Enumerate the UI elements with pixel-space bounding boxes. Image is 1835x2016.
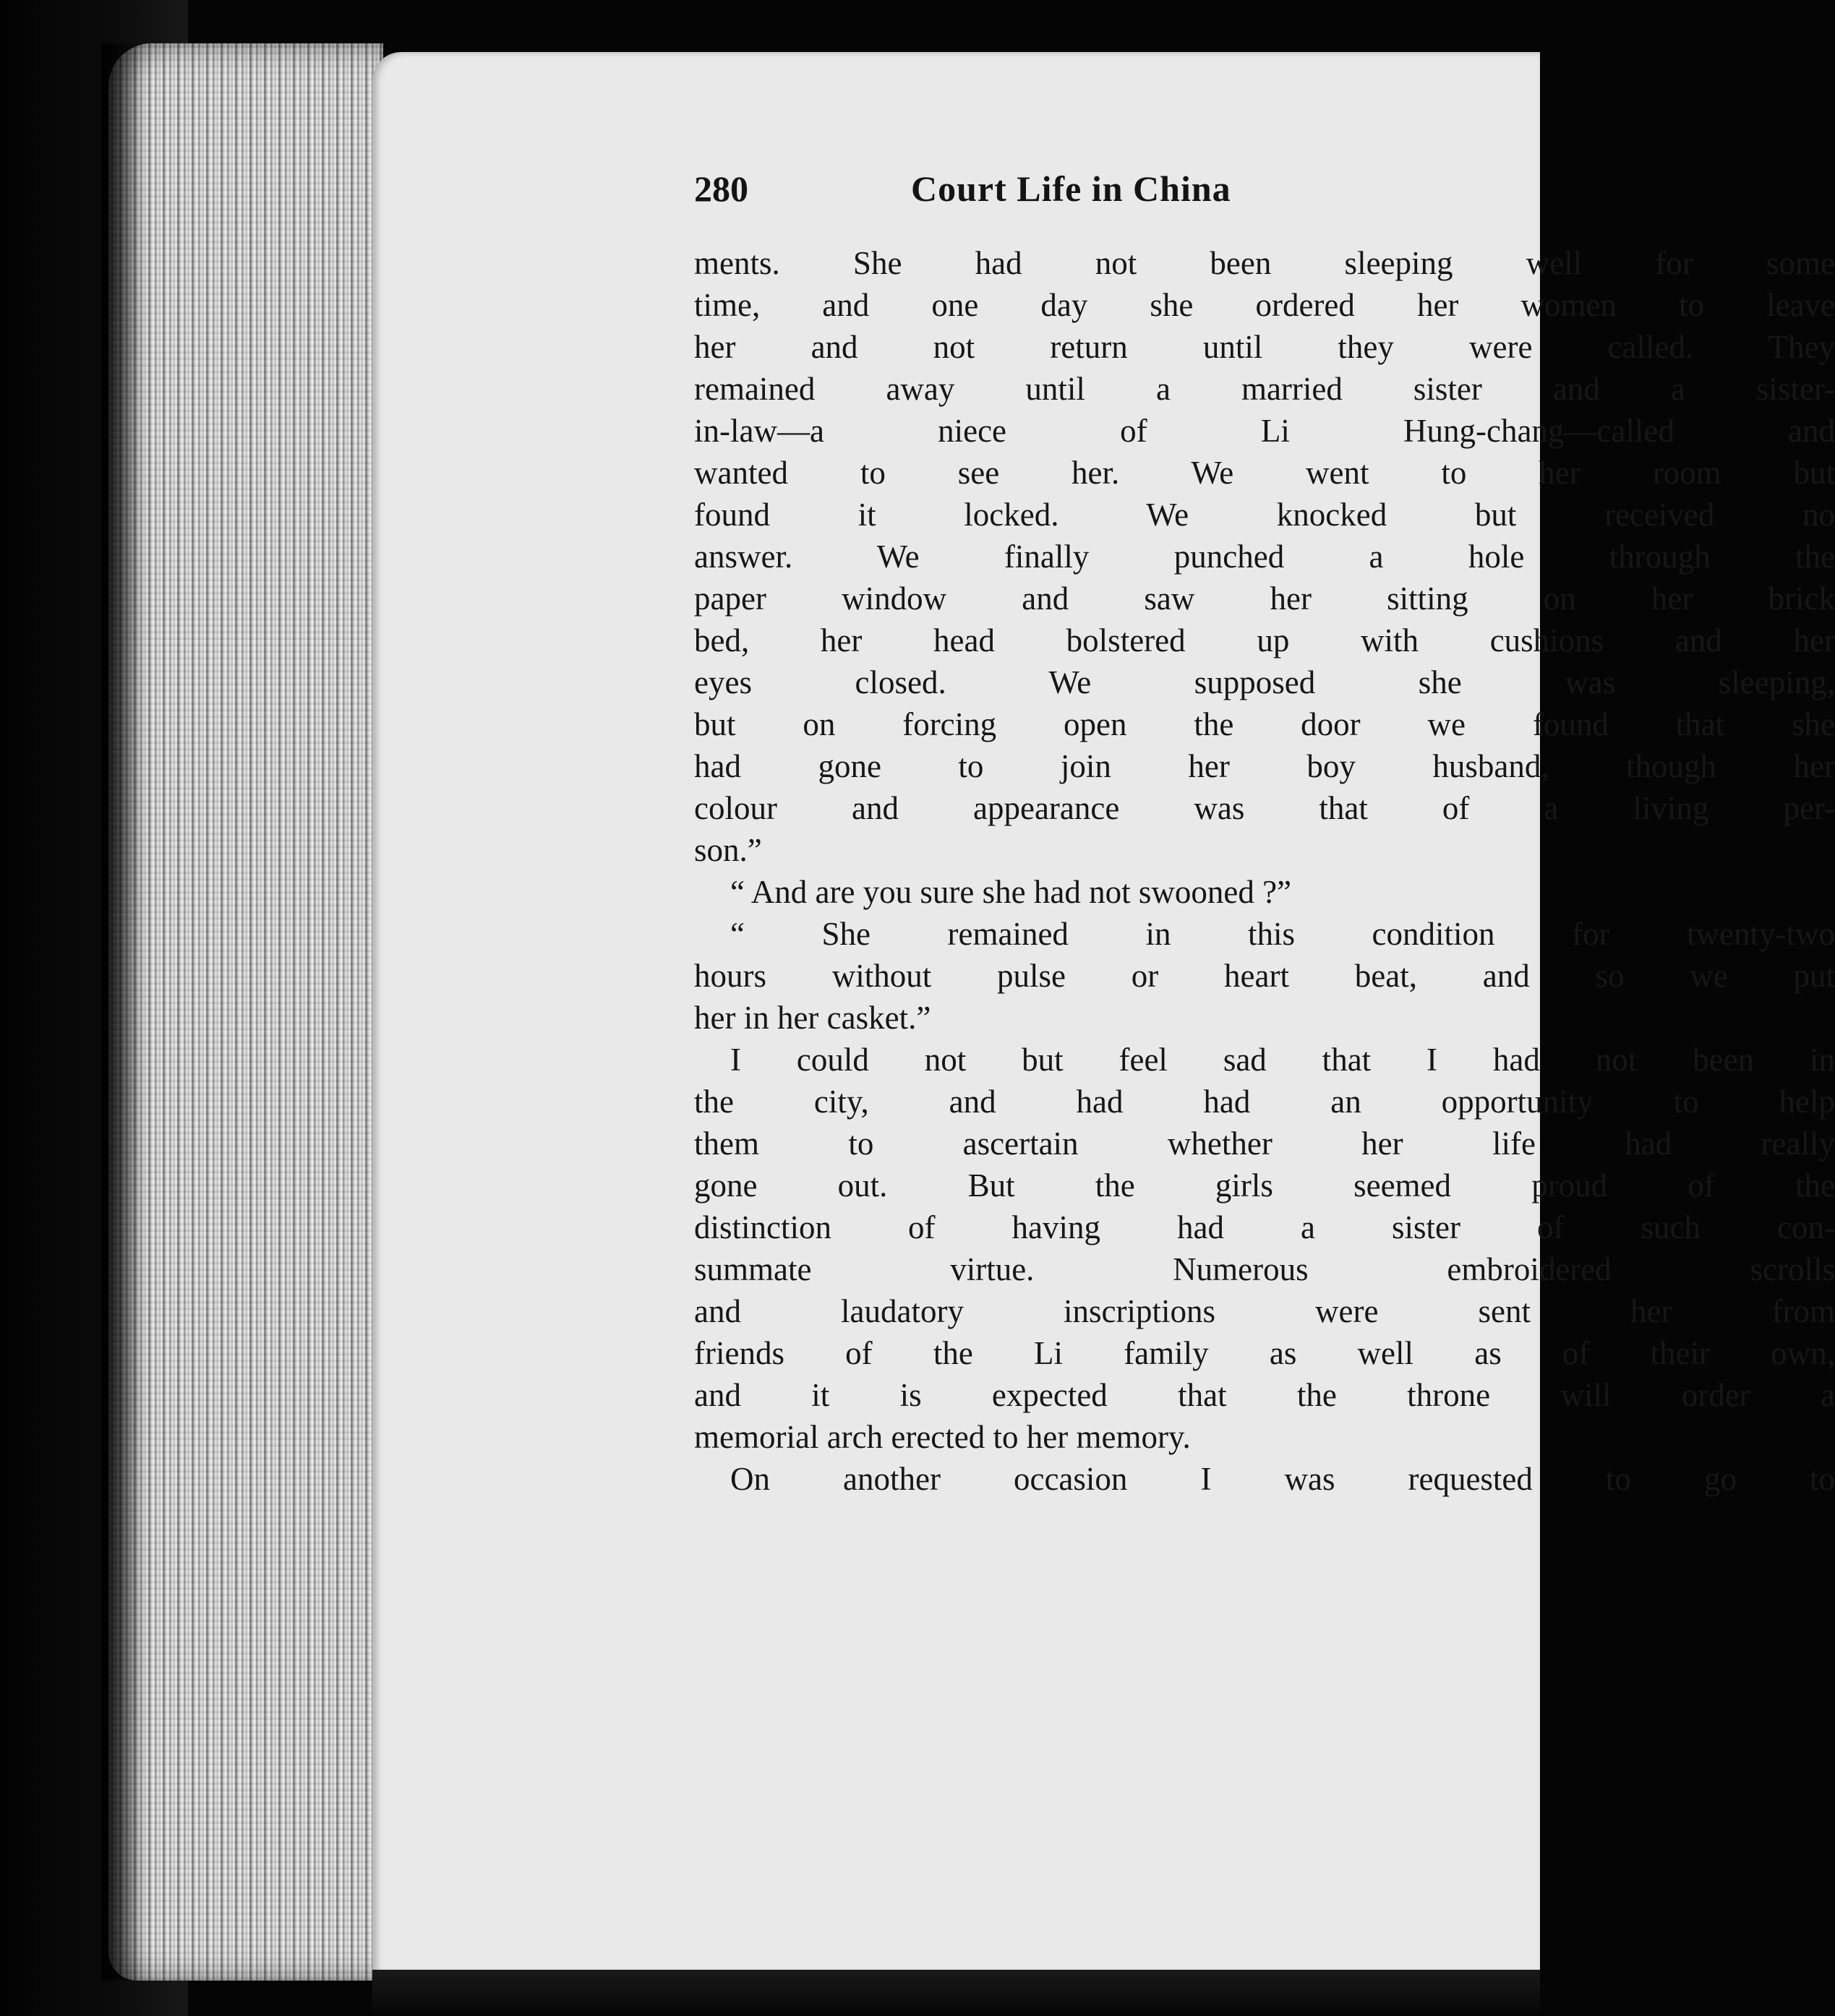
book-page bbox=[372, 52, 1835, 1975]
text-line: distinction of having had a sister of such con- bbox=[694, 1209, 1835, 1245]
text-line: and it is expected that the throne will order a bbox=[694, 1377, 1835, 1413]
text-line: remained away until a married sister and a sister- bbox=[694, 371, 1835, 407]
text-line: her and not return until they were called. They bbox=[694, 329, 1835, 365]
text-line: ments. She had not been sleeping well for some bbox=[694, 245, 1835, 281]
text-line: the city, and had had an opportunity to help bbox=[694, 1084, 1835, 1120]
text-line: them to ascertain whether her life had really bbox=[694, 1125, 1835, 1162]
text-line: had gone to join her boy husband, though her bbox=[694, 748, 1835, 784]
text-line: time, and one day she ordered her women to leave bbox=[694, 287, 1835, 323]
text-line: memorial arch erected to her memory. bbox=[694, 1419, 1191, 1455]
text-line: “ She remained in this condition for twenty-two bbox=[730, 916, 1835, 952]
page-number: 280 bbox=[694, 168, 748, 209]
text-line: gone out. But the girls seemed proud of the bbox=[694, 1167, 1835, 1204]
text-line: wanted to see her. We went to her room but bbox=[694, 455, 1835, 491]
text-line: summate virtue. Numerous embroidered scrolls bbox=[694, 1251, 1835, 1287]
text-line: answer. We finally punched a hole through the bbox=[694, 539, 1835, 575]
page-edges bbox=[108, 43, 383, 1981]
text-line: “ And are you sure she had not swooned ?” bbox=[730, 874, 1292, 910]
text-line: bed, her head bolstered up with cushions and her bbox=[694, 622, 1835, 659]
text-line: On another occasion I was requested to go to bbox=[730, 1461, 1835, 1497]
page-bottom-shadow bbox=[372, 1970, 1540, 2016]
text-line: son.” bbox=[694, 832, 762, 868]
text-line: hours without pulse or heart beat, and so we put bbox=[694, 958, 1835, 994]
text-line: but on forcing open the door we found that she bbox=[694, 706, 1835, 742]
text-line: colour and appearance was that of a living per- bbox=[694, 790, 1835, 826]
text-line: I could not but feel sad that I had not been in bbox=[730, 1042, 1835, 1078]
text-line: found it locked. We knocked but received no bbox=[694, 497, 1835, 533]
edge-shadow bbox=[101, 43, 145, 1981]
body-text bbox=[694, 242, 1835, 1500]
text-line: friends of the Li family as well as of their own, bbox=[694, 1335, 1835, 1371]
page-header bbox=[694, 168, 1475, 226]
text-line: in-law—a niece of Li Hung-chang—called and bbox=[694, 413, 1835, 449]
text-line: eyes closed. We supposed she was sleeping, bbox=[694, 664, 1835, 700]
text-line: her in her casket.” bbox=[694, 1000, 931, 1036]
text-line: and laudatory inscriptions were sent her from bbox=[694, 1293, 1835, 1329]
text-line: paper window and saw her sitting on her brick bbox=[694, 580, 1835, 617]
running-head: Court Life in China bbox=[911, 168, 1231, 209]
